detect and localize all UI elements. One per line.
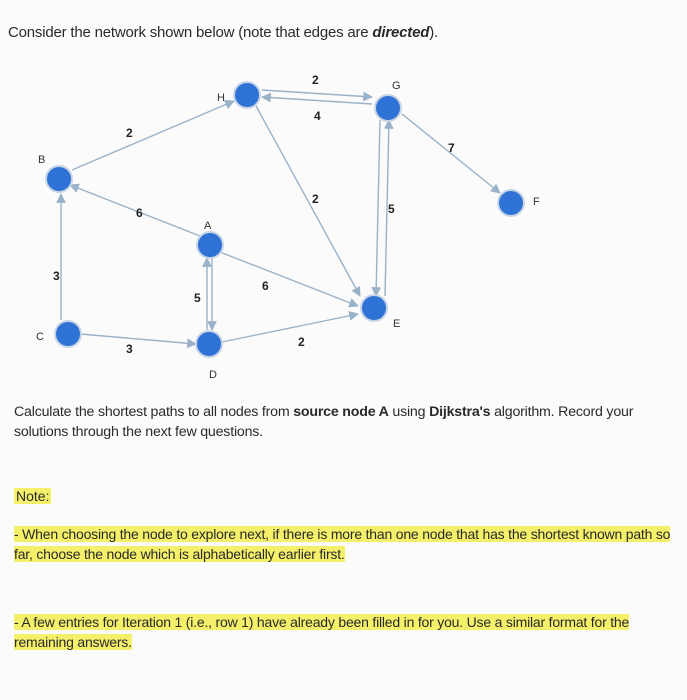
note-tie-break bbox=[14, 524, 674, 564]
question-middle: using bbox=[388, 404, 430, 420]
weight-a-d: 5 bbox=[194, 291, 201, 305]
node-label-h: H bbox=[217, 92, 225, 104]
intro-suffix: ). bbox=[429, 24, 438, 41]
edge-h-g bbox=[262, 90, 372, 97]
node-f bbox=[498, 190, 524, 216]
node-label-e: E bbox=[393, 318, 401, 330]
question-bold-algorithm: Dijkstra's bbox=[429, 404, 491, 420]
edge-g-h bbox=[262, 97, 372, 104]
node-a bbox=[197, 232, 223, 258]
weight-a-b: 6 bbox=[136, 206, 143, 220]
edge-a-b bbox=[70, 185, 200, 236]
node-h bbox=[234, 82, 260, 108]
intro-emphasis: directed bbox=[372, 24, 430, 41]
edge-b-h bbox=[72, 101, 234, 170]
weight-h-g: 2 bbox=[312, 73, 319, 87]
question-suffix: algorithm. Record your solutions through the next few questions. bbox=[14, 404, 634, 440]
weight-a-e: 6 bbox=[262, 279, 269, 293]
node-label-d: D bbox=[209, 369, 217, 381]
question-prefix: Calculate the shortest paths to all nodes from bbox=[14, 404, 294, 420]
question-text bbox=[14, 402, 682, 442]
note-prefilled-text: - A few entries for Iteration 1 (i.e., row 1) have already been filled in for you. Use a similar format for the remaining answers. bbox=[14, 614, 630, 650]
question-bold-source: source node A bbox=[293, 404, 389, 420]
weight-b-h: 2 bbox=[126, 126, 133, 140]
weight-d-e: 2 bbox=[298, 335, 305, 349]
node-e bbox=[361, 295, 387, 321]
note-label: Note: bbox=[16, 488, 50, 504]
node-label-f: F bbox=[533, 196, 540, 208]
weight-c-b: 3 bbox=[53, 269, 60, 283]
weight-g-h: 4 bbox=[314, 109, 321, 123]
edge-g-e bbox=[376, 120, 380, 296]
note-tie-break-text: - When choosing the node to explore next, if there is more than one node that has the shortest known path so far, choose the node which is alphabetically earlier first. bbox=[14, 526, 671, 562]
node-g bbox=[375, 95, 401, 121]
weight-g-f: 7 bbox=[448, 141, 455, 155]
node-label-b: B bbox=[38, 154, 46, 166]
node-label-c: C bbox=[36, 331, 44, 343]
weight-c-d: 3 bbox=[126, 342, 133, 356]
weight-h-e: 2 bbox=[312, 192, 319, 206]
edge-c-d bbox=[80, 334, 196, 344]
node-b bbox=[46, 166, 72, 192]
node-c bbox=[55, 321, 81, 347]
note-prefilled bbox=[14, 612, 674, 652]
node-label-g: G bbox=[392, 80, 401, 92]
edge-h-e bbox=[256, 106, 360, 296]
edge-d-e bbox=[222, 314, 358, 342]
edge-a-e bbox=[220, 252, 358, 306]
intro-prefix: Consider the network shown below (note that edges are bbox=[8, 24, 373, 41]
node-d bbox=[196, 331, 222, 357]
node-label-a: A bbox=[204, 220, 212, 232]
weight-e-g: 5 bbox=[388, 202, 395, 216]
